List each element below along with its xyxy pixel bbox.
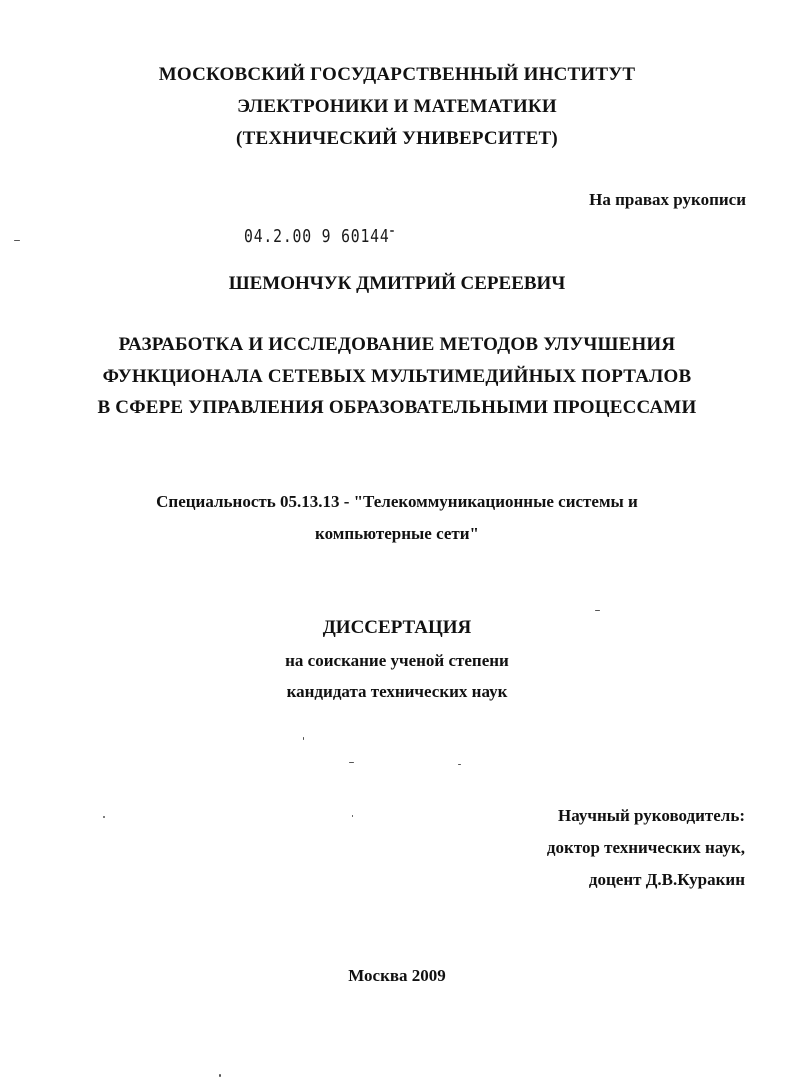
degree-line-1: на соискание ученой степени (285, 651, 509, 670)
document-type-heading: ДИССЕРТАЦИЯ (322, 617, 472, 638)
thesis-title-line-2: ФУНКЦИОНАЛА СЕТЕВЫХ МУЛЬТИМЕДИЙНЫХ ПОРТАЛОВ (102, 366, 692, 387)
scan-speck (390, 230, 394, 232)
manuscript-note: На правах рукописи (589, 190, 746, 209)
place-year: Москва 2009 (348, 966, 446, 985)
scan-speck (352, 815, 353, 817)
scan-speck (349, 762, 354, 763)
institution-line-1: МОСКОВСКИЙ ГОСУДАРСТВЕННЫЙ ИНСТИТУТ (158, 64, 636, 85)
scan-speck (458, 764, 461, 765)
institution-line-3: (ТЕХНИЧЕСКИЙ УНИВЕРСИТЕТ) (236, 128, 558, 149)
specialty-line-1: Специальность 05.13.13 - "Телекоммуникационные системы и (156, 492, 638, 511)
scan-speck (303, 737, 304, 740)
supervisor-degree: доктор технических наук, (546, 838, 745, 857)
author-name: ШЕМОНЧУК ДМИТРИЙ СЕРЕЕВИЧ (228, 273, 566, 294)
scan-speck (219, 1074, 221, 1077)
specialty-line-2: компьютерные сети" (315, 524, 479, 543)
institution-line-2: ЭЛЕКТРОНИКИ И МАТЕМАТИКИ (237, 96, 557, 117)
supervisor-name: доцент Д.В.Куракин (588, 870, 745, 889)
thesis-title-line-3: В СФЕРЕ УПРАВЛЕНИЯ ОБРАЗОВАТЕЛЬНЫМИ ПРОЦЕССАМИ (97, 397, 697, 418)
registration-number: 04.2.00 9 60144 (244, 226, 390, 247)
scan-speck (595, 610, 600, 611)
scan-speck (103, 816, 105, 818)
supervisor-label: Научный руководитель: (558, 806, 745, 825)
scan-speck (14, 240, 20, 241)
degree-line-2: кандидата технических наук (286, 682, 508, 701)
thesis-title-line-1: РАЗРАБОТКА И ИССЛЕДОВАНИЕ МЕТОДОВ УЛУЧШЕНИЯ (118, 334, 676, 355)
